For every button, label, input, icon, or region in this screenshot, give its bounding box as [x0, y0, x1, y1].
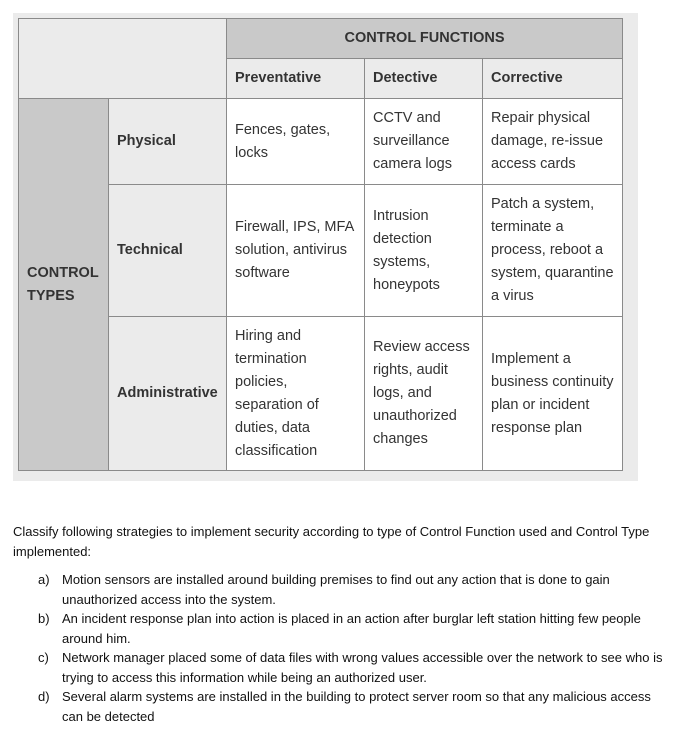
table-cell: Fences, gates, locks: [227, 99, 365, 185]
table-cell: Intrusion detection systems, honeypots: [365, 185, 483, 317]
column-header-preventative: Preventative: [227, 59, 365, 99]
list-item: [13, 609, 663, 648]
row-header-physical: Physical: [109, 99, 227, 185]
control-types-header: CONTROL TYPES: [19, 99, 109, 471]
list-item: [13, 648, 663, 687]
list-item-text: Motion sensors are installed around building premises to find out any action that is done to gain unauthorized access into the system.: [62, 572, 610, 607]
list-marker: c): [38, 650, 49, 665]
control-table-image: [13, 13, 638, 481]
list-item: [13, 570, 663, 609]
column-header-detective: Detective: [365, 59, 483, 99]
table-corner: [19, 19, 227, 99]
list-marker: d): [38, 689, 50, 704]
control-functions-header: CONTROL FUNCTIONS: [227, 19, 623, 59]
row-header-administrative: Administrative: [109, 317, 227, 471]
list-item-text: Network manager placed some of data files with wrong values accessible over the network to see who is trying to access this information while being an authorized user.: [62, 650, 663, 685]
question-list: [13, 570, 663, 726]
list-item: [13, 687, 663, 726]
list-item-text: An incident response plan into action is placed in an action after burglar left station hitting few people around him.: [62, 611, 641, 646]
question-intro: Classify following strategies to implement security according to type of Control Function used and Control Type implemented:: [13, 524, 650, 559]
list-marker: b): [38, 611, 50, 626]
table-cell: Implement a business continuity plan or incident response plan: [483, 317, 623, 471]
table-cell: Patch a system, terminate a process, reboot a system, quarantine a virus: [483, 185, 623, 317]
table-cell: Hiring and termination policies, separation of duties, data classification: [227, 317, 365, 471]
table-cell: Repair physical damage, re-issue access cards: [483, 99, 623, 185]
control-table: [18, 18, 623, 471]
table-cell: Review access rights, audit logs, and unauthorized changes: [365, 317, 483, 471]
table-cell: Firewall, IPS, MFA solution, antivirus software: [227, 185, 365, 317]
column-header-corrective: Corrective: [483, 59, 623, 99]
list-marker: a): [38, 572, 50, 587]
list-item-text: Several alarm systems are installed in the building to protect server room so that any malicious access can be detected: [62, 689, 651, 724]
row-header-technical: Technical: [109, 185, 227, 317]
question-block: [13, 522, 663, 726]
table-cell: CCTV and surveillance camera logs: [365, 99, 483, 185]
